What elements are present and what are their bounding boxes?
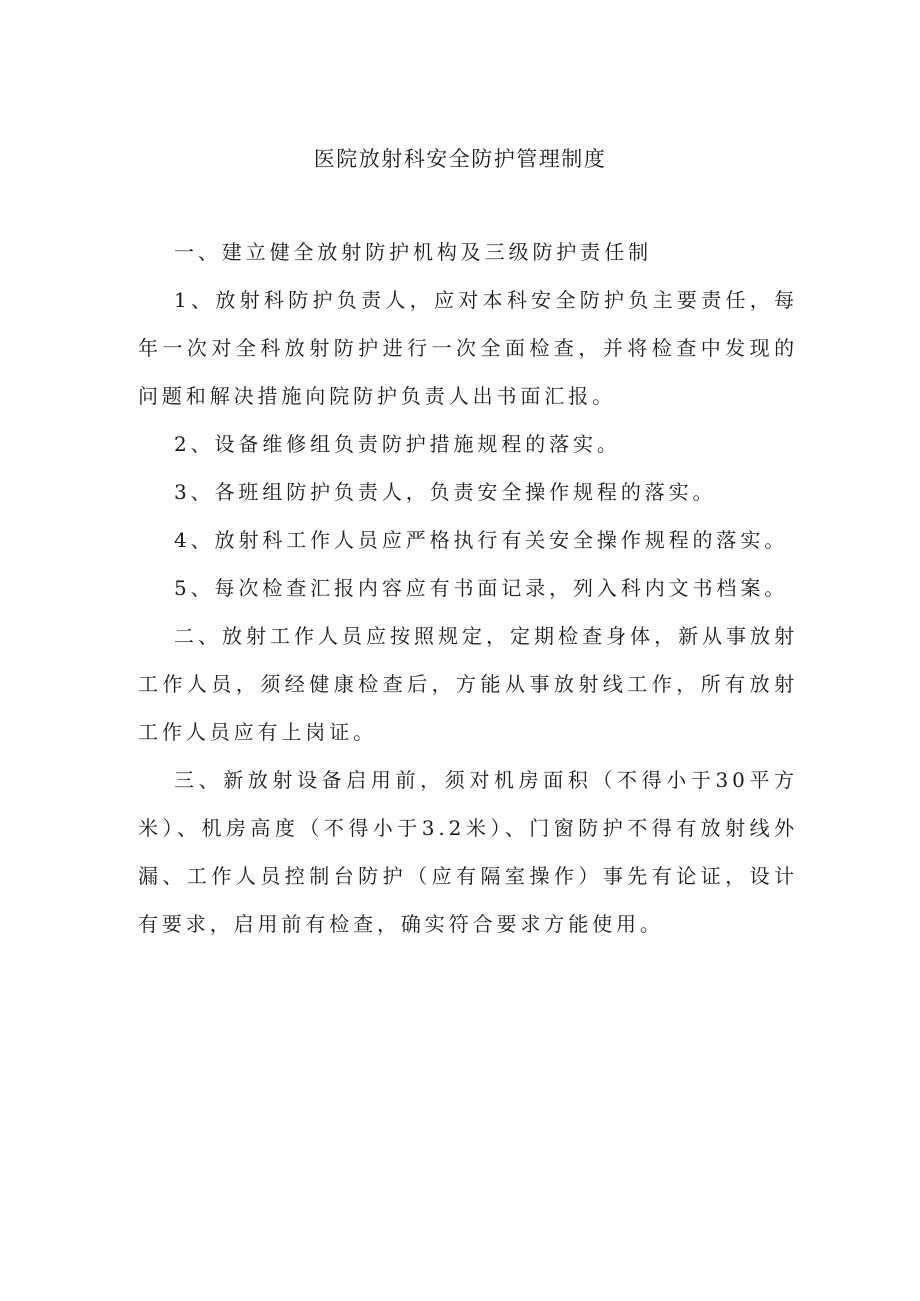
section-3-paragraph: 三、新放射设备启用前，须对机房面积（不得小于30平方米）、机房高度（不得小于3.2米）、门窗防护不得有放射线外漏、工作人员控制台防护（应有隔室操作）事先有论证，设计有要求，启用前有检查，确实符合要求方能使用。 bbox=[138, 768, 798, 936]
item-5-paragraph: 5、每次检查汇报内容应有书面记录，列入科内文书档案。 bbox=[174, 576, 789, 600]
section-2-paragraph: 二、放射工作人员应按照规定，定期检查身体，新从事放射工作人员，须经健康检查后，方能从事放射线工作，所有放射工作人员应有上岗证。 bbox=[138, 624, 798, 744]
item-1-paragraph: 1、放射科防护负责人，应对本科安全防护负主要责任，每年一次对全科放射防护进行一次全面检查，并将检查中发现的问题和解决措施向院防护负责人出书面汇报。 bbox=[138, 288, 798, 408]
item-4-paragraph: 4、放射科工作人员应严格执行有关安全操作规程的落实。 bbox=[174, 528, 789, 552]
document-body bbox=[138, 228, 798, 948]
section-1-heading: 一、建立健全放射防护机构及三级防护责任制 bbox=[174, 240, 652, 264]
item-2-paragraph: 2、设备维修组负责防护措施规程的落实。 bbox=[174, 432, 621, 456]
document-title: 医院放射科安全防护管理制度 bbox=[313, 147, 607, 171]
item-3-paragraph: 3、各班组防护负责人，负责安全操作规程的落实。 bbox=[174, 480, 717, 504]
